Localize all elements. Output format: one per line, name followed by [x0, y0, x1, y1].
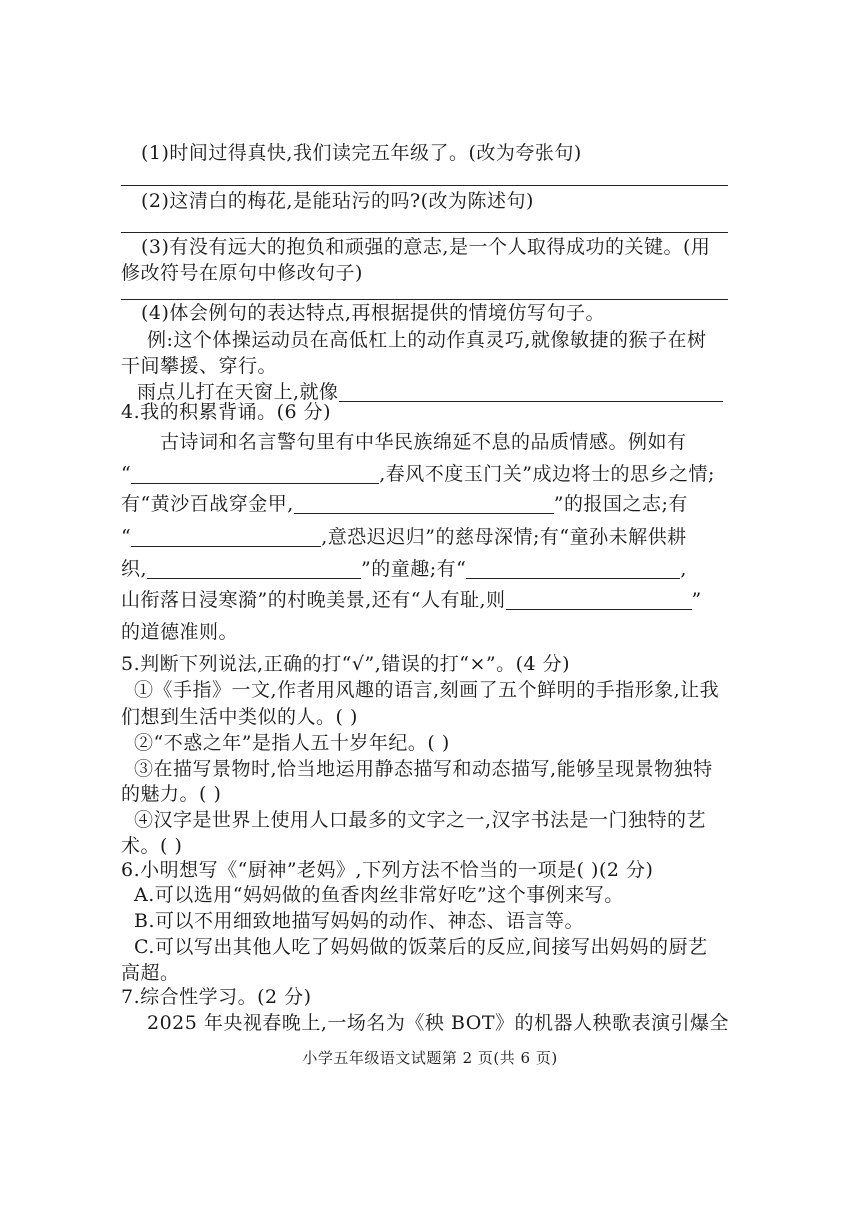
answer-blank[interactable] — [147, 558, 361, 579]
q3-rain-text: 雨点儿打在天窗上,就像 — [137, 381, 339, 403]
q4-line-5-text-c: , — [680, 558, 687, 580]
quote-mark: ” — [691, 589, 702, 611]
q5-item-2: ②“不惑之年”是指人五十岁年纪。( ) — [134, 732, 450, 754]
q4-line-5-text-a: 织, — [121, 558, 148, 580]
answer-line[interactable] — [121, 232, 728, 233]
answer-line[interactable] — [121, 185, 728, 186]
q6-title: 6.小明想写《“厨神”老妈》,下列方法不恰当的一项是( )(2 分) — [121, 859, 654, 881]
q4-line-6-text: 山衔落日浸寒漪”的村晚美景,还有“人有耻,则 — [121, 589, 506, 611]
q4-line-2 — [121, 462, 715, 486]
q3-example-a: 例:这个体操运动员在高低杠上的动作真灵巧,就像敏捷的猴子在树 — [147, 329, 707, 351]
answer-blank[interactable] — [131, 463, 379, 484]
q4-line-4-text: ,意恐迟迟归”的慈母深情;有“童孙未解供耕 — [321, 526, 687, 548]
answer-line[interactable] — [121, 299, 728, 300]
q4-line-3-text-b: ”的报国之志;有 — [553, 493, 688, 515]
q5-title: 5.判断下列说法,正确的打“√”,错误的打“×”。(4 分) — [121, 653, 571, 675]
q4-line-5-text-b: ”的童趣;有“ — [361, 558, 467, 580]
q3-example-b: 干间攀援、穿行。 — [121, 355, 278, 377]
q5-item-1b: 们想到生活中类似的人。( ) — [121, 706, 358, 728]
q3-sentence-3a: (3)有没有远大的抱负和顽强的意志,是一个人取得成功的关键。(用 — [141, 236, 711, 258]
answer-blank[interactable] — [506, 589, 692, 610]
q3-sentence-2: (2)这清白的梅花,是能玷污的吗?(改为陈述句) — [141, 190, 534, 212]
q6-option-a: A.可以选用“妈妈做的鱼香肉丝非常好吃”这个事例来写。 — [134, 884, 624, 906]
q5-item-4b: 术。( ) — [121, 835, 183, 857]
quote-mark: “ — [121, 463, 132, 485]
q7-title: 7.综合性学习。(2 分) — [121, 986, 312, 1008]
q4-line-5 — [121, 557, 687, 581]
q6-option-c2: 高超。 — [121, 962, 180, 984]
q5-item-3a: ③在描写景物时,恰当地运用静态描写和动态描写,能够呈现景物独特 — [134, 758, 713, 780]
answer-blank[interactable] — [294, 493, 554, 514]
q4-line-1: 古诗词和名言警句里有中华民族绵延不息的品质情感。例如有 — [160, 431, 687, 453]
answer-blank[interactable] — [466, 558, 680, 579]
quote-mark: “ — [121, 526, 132, 548]
q7-body: 2025 年央视春晚上,一场名为《秧 BOT》的机器人秧歌表演引爆全 — [147, 1012, 730, 1034]
q6-option-b: B.可以不用细致地描写妈妈的动作、神态、语言等。 — [134, 910, 585, 932]
q3-sentence-4: (4)体会例句的表达特点,再根据提供的情境仿写句子。 — [141, 302, 605, 324]
answer-blank[interactable] — [339, 381, 723, 402]
q4-line-7: 的道德准则。 — [121, 621, 239, 643]
q4-line-3-text-a: 有“黄沙百战穿金甲, — [121, 493, 294, 515]
answer-blank[interactable] — [131, 526, 321, 547]
q4-title: 4.我的积累背诵。(6 分) — [121, 401, 332, 423]
q6-option-c1: C.可以写出其他人吃了妈妈做的饭菜后的反应,间接写出妈妈的厨艺 — [134, 936, 708, 958]
q4-line-3 — [121, 492, 688, 516]
q5-item-1a: ①《手指》一文,作者用风趣的语言,刻画了五个鲜明的手指形象,让我 — [134, 679, 720, 701]
q4-line-6 — [121, 588, 702, 612]
q4-line-4 — [121, 525, 687, 549]
q5-item-3b: 的魅力。( ) — [121, 783, 222, 805]
q4-line-2-text: ,春风不度玉门关”成边将士的思乡之情; — [379, 463, 715, 485]
q3-sentence-3b: 修改符号在原句中修改句子) — [121, 262, 363, 284]
q5-item-4a: ④汉字是世界上使用人口最多的文字之一,汉字书法是一门独特的艺 — [134, 809, 707, 831]
page-footer: 小学五年级语文试题第 2 页(共 6 页) — [302, 1049, 558, 1067]
q3-sentence-1: (1)时间过得真快,我们读完五年级了。(改为夸张句) — [141, 142, 582, 164]
